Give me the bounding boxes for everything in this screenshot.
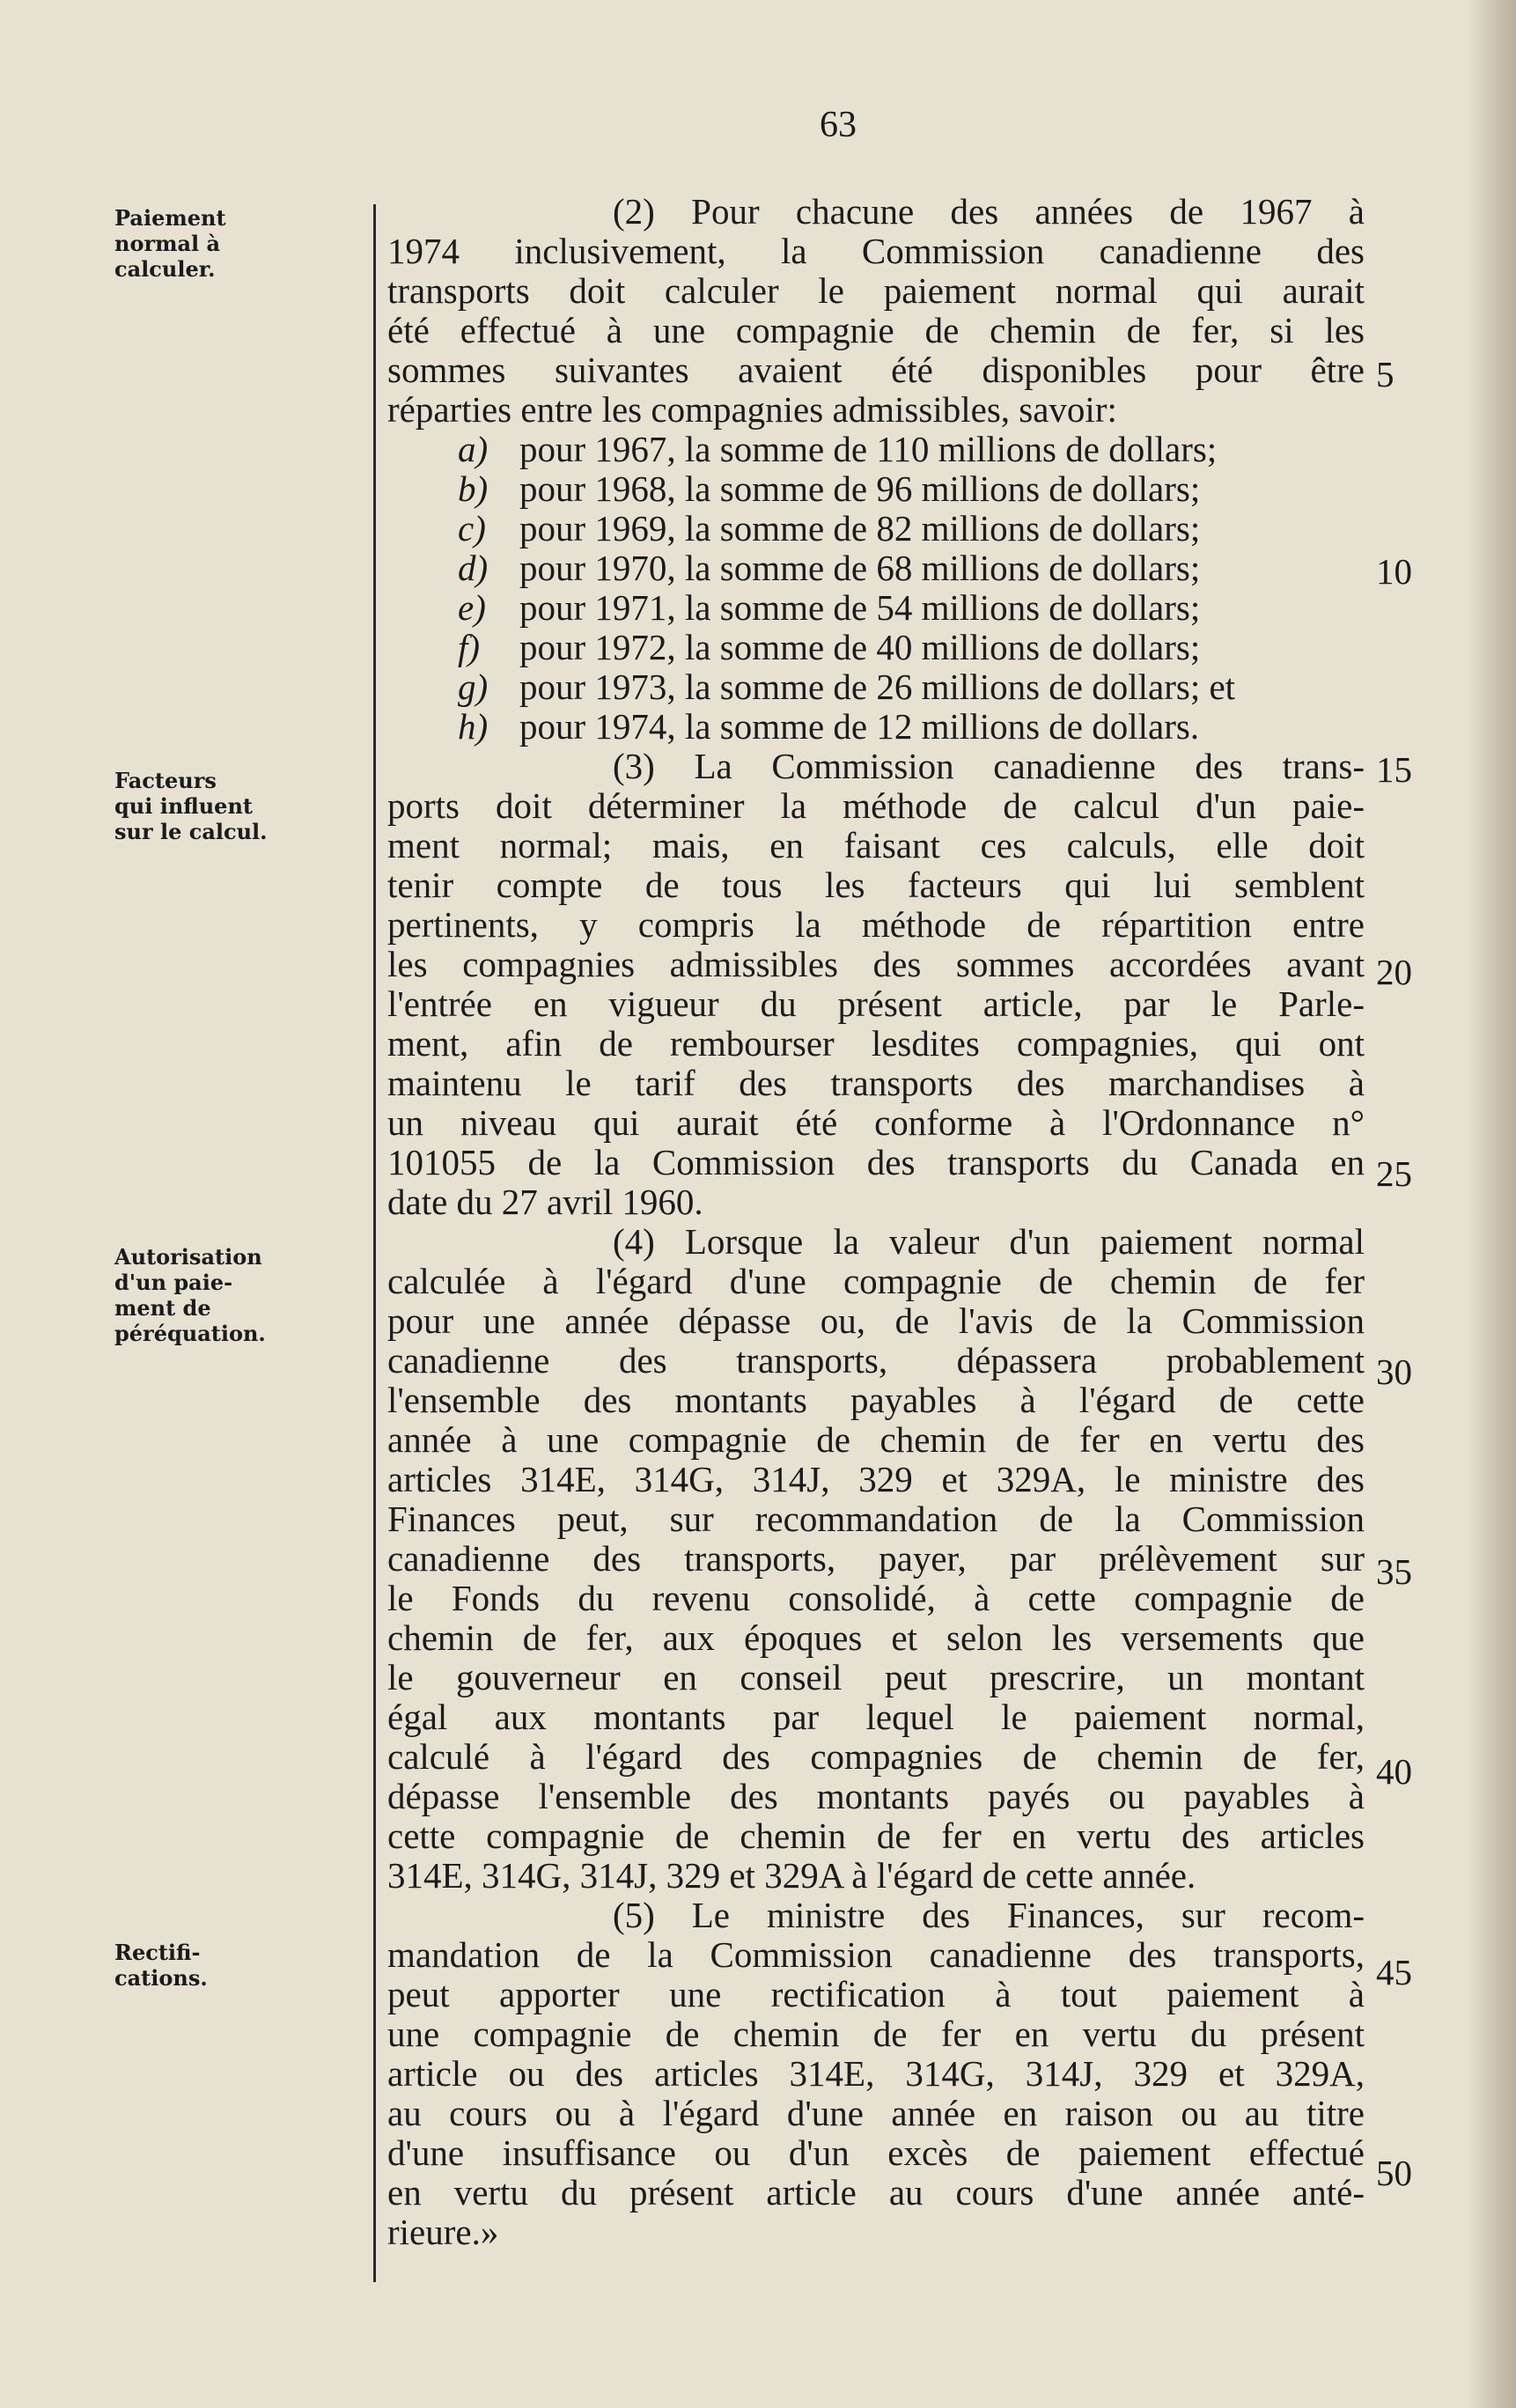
line-number: 25	[1376, 1153, 1412, 1194]
text-line: tenir compte de tous les facteurs qui lui semblent	[387, 865, 1365, 905]
line-number: 45	[1376, 1952, 1412, 1992]
margin-rule	[373, 204, 376, 2282]
page-edge-shadow	[1467, 0, 1516, 2408]
line-number: 35	[1376, 1551, 1412, 1592]
text-line: Finances peut, sur recommandation de la Commission	[387, 1499, 1365, 1539]
text-line: date du 27 avril 1960.	[387, 1182, 703, 1222]
text-line: articles 314E, 314G, 314J, 329 et 329A, le ministre des	[387, 1459, 1365, 1499]
item-text: pour 1970, la somme de 68 millions de dollars;	[519, 548, 1201, 588]
text-line: 1974 inclusivement, la Commission canadienne des	[387, 231, 1365, 271]
item-text: pour 1968, la somme de 96 millions de dollars;	[519, 468, 1201, 509]
text-line: une compagnie de chemin de fer en vertu du présent	[387, 2014, 1365, 2054]
text-line: le gouverneur en conseil peut prescrire, un montant	[387, 1657, 1365, 1697]
margin-note-paiement-normal: Paiement normal à calculer.	[114, 205, 226, 282]
text-line: réparties entre les compagnies admissibles, savoir:	[387, 389, 1117, 430]
item-text: pour 1969, la somme de 82 millions de dollars;	[519, 508, 1201, 549]
text-line: ports doit déterminer la méthode de calcul d'un paie-	[387, 785, 1365, 826]
text-line: pour une année dépasse ou, de l'avis de la Commission	[387, 1300, 1365, 1341]
text-line: 314E, 314G, 314J, 329 et 329A à l'égard de cette année.	[387, 1855, 1196, 1896]
text-line: calculée à l'égard d'une compagnie de chemin de fer	[387, 1261, 1365, 1301]
list-item	[458, 430, 1365, 468]
text-line: (3) La Commission canadienne des trans-	[613, 746, 1365, 786]
list-item	[458, 469, 1365, 508]
text-line: au cours ou à l'égard d'une année en raison ou au titre	[387, 2093, 1365, 2133]
text-line: égal aux montants par lequel le paiement normal,	[387, 1697, 1365, 1737]
text-line: canadienne des transports, dépassera probablement	[387, 1340, 1365, 1381]
line-number: 15	[1376, 749, 1412, 790]
item-text: pour 1972, la somme de 40 millions de dollars;	[519, 627, 1201, 667]
item-text: pour 1973, la somme de 26 millions de dollars; et	[519, 666, 1236, 707]
item-label: b)	[458, 468, 489, 509]
list-item	[458, 549, 1365, 587]
item-label: h)	[458, 706, 489, 747]
text-line: mandation de la Commission canadienne des transports,	[387, 1934, 1365, 1975]
text-line: 101055 de la Commission des transports du Canada en	[387, 1142, 1365, 1182]
text-line: (4) Lorsque la valeur d'un paiement normal	[613, 1221, 1365, 1262]
list-item	[458, 707, 1365, 746]
page-number: 63	[820, 105, 857, 145]
text-line: un niveau qui aurait été conforme à l'Ordonnance n°	[387, 1102, 1365, 1143]
text-line: pertinents, y compris la méthode de répartition entre	[387, 904, 1365, 945]
line-number: 50	[1376, 2153, 1412, 2193]
item-text: pour 1967, la somme de 110 millions de dollars;	[519, 429, 1218, 469]
line-number: 20	[1376, 952, 1412, 992]
list-item	[458, 588, 1365, 627]
text-line: canadienne des transports, payer, par prélèvement sur	[387, 1538, 1365, 1579]
margin-note-facteurs: Facteurs qui influent sur le calcul.	[114, 768, 268, 844]
item-label: d)	[458, 548, 489, 588]
text-line: le Fonds du revenu consolidé, à cette compagnie de	[387, 1578, 1365, 1618]
list-item	[458, 509, 1365, 548]
line-number: 5	[1376, 354, 1395, 394]
item-label: f)	[458, 627, 481, 667]
text-line: sommes suivantes avaient été disponibles pour être	[387, 350, 1365, 390]
text-line: cette compagnie de chemin de fer en vertu des articles	[387, 1815, 1365, 1856]
list-item	[458, 628, 1365, 666]
item-text: pour 1971, la somme de 54 millions de dollars;	[519, 587, 1201, 628]
text-line: dépasse l'ensemble des montants payés ou payables à	[387, 1776, 1365, 1816]
item-label: g)	[458, 666, 489, 707]
text-line: (5) Le ministre des Finances, sur recom-	[613, 1895, 1365, 1935]
text-line: (2) Pour chacune des années de 1967 à	[613, 191, 1365, 232]
text-line: article ou des articles 314E, 314G, 314J, 329 et 329A,	[387, 2053, 1365, 2094]
text-line: l'ensemble des montants payables à l'égard de cette	[387, 1380, 1365, 1420]
item-label: e)	[458, 587, 486, 628]
text-line: calculé à l'égard des compagnies de chemin de fer,	[387, 1736, 1365, 1777]
text-line: maintenu le tarif des transports des marchandises à	[387, 1063, 1365, 1103]
text-line: peut apporter une rectification à tout paiement à	[387, 1974, 1365, 2014]
margin-note-rectifications: Rectifi- cations.	[114, 1940, 208, 1991]
text-line: l'entrée en vigueur du présent article, par le Parle-	[387, 983, 1365, 1024]
text-line: été effectué à une compagnie de chemin de fer, si les	[387, 310, 1365, 350]
line-number: 30	[1376, 1351, 1412, 1392]
text-line: rieure.»	[387, 2212, 499, 2252]
text-line: les compagnies admissibles des sommes accordées avant	[387, 944, 1365, 984]
item-text: pour 1974, la somme de 12 millions de dollars.	[519, 706, 1200, 747]
text-line: année à une compagnie de chemin de fer en vertu des	[387, 1419, 1365, 1460]
text-line: ment, afin de rembourser lesdites compagnies, qui ont	[387, 1023, 1365, 1064]
list-item	[458, 667, 1365, 706]
line-number: 10	[1376, 551, 1412, 592]
margin-note-autorisation: Autorisation d'un paie- ment de péréquation.	[114, 1244, 266, 1346]
text-line: ment normal; mais, en faisant ces calculs, elle doit	[387, 825, 1365, 865]
text-line: d'une insuffisance ou d'un excès de paiement effectué	[387, 2132, 1365, 2173]
text-line: chemin de fer, aux époques et selon les versements que	[387, 1617, 1365, 1658]
text-line: transports doit calculer le paiement normal qui aurait	[387, 270, 1365, 311]
item-label: c)	[458, 508, 486, 549]
item-label: a)	[458, 429, 489, 469]
text-line: en vertu du présent article au cours d'une année anté-	[387, 2172, 1365, 2213]
line-number: 40	[1376, 1751, 1412, 1792]
